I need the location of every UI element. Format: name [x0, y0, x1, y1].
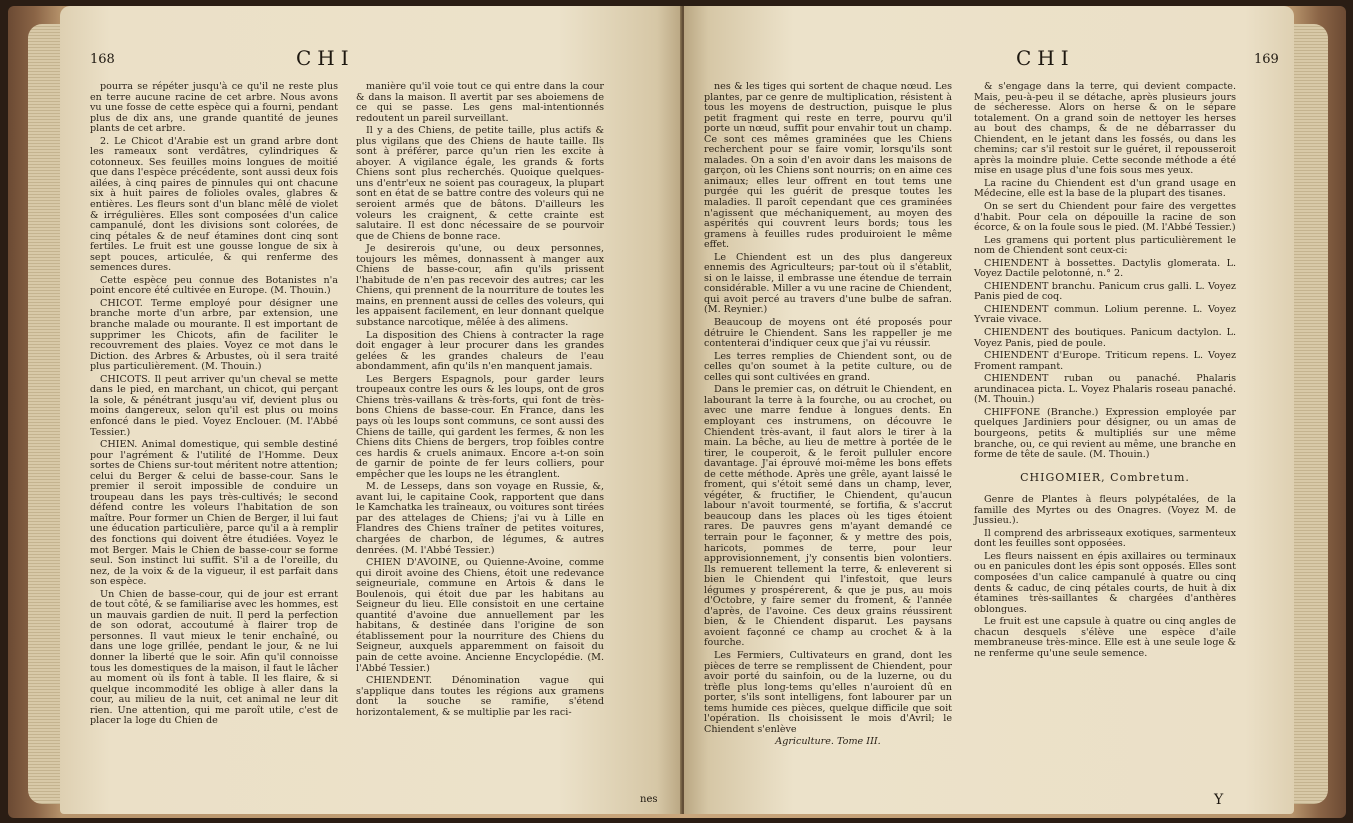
paragraph: Je desirerois qu'une, ou deux personnes, toujours les mêmes, donnassent à manger aux Chiens de basse-cour, afin qu'ils prissent l'habitude de n'en pas recevoir des autres; car les Chiens, qui prennent de la nourriture de toutes les mains, en prennent aussi de celles des voleurs, qui les appaisent facilement, en leur donnant quelque substance narcotique, mêlée à des alimens. — [356, 243, 604, 329]
paragraph: CHIENDENT ruban ou panaché. Phalaris arundinacea picta. L. Voyez Phalaris roseau panaché. (M. Thouin.) — [974, 373, 1236, 406]
paragraph: Dans le premier cas, on détruit le Chiendent, en labourant la terre à la fourche, ou au crochet, ou avec une marre fendue à longues dents. En employant ces instrumens, on découvre le Chiendent très-avant, il faut alors le tirer à la main. La bêche, au lieu de mettre à portée de le tirer, le couperoit, & le feroit pulluler encore davantage. J'ai éprouvé moi-même les bons effets de cette méthode. Après une grêle, ayant laissé le froment, qui s'étoit semé dans un champ, lever, végéter, & fructifier, le Chiendent, qu'aucun labour n'avoit tourmenté, se fortifia, & s'accrut beaucoup dans les places où les tiges étoient rares. De pauvres gens m'ayant demandé ce terrain pour le façonner, & y mettre des pois, haricots, pommes de terre, pour leur approvisionnement, j'y consentis bien volontiers. Ils remuerent tellement la terre, & enleverent si bien le Chiendent qui l'infestoit, que leurs légumes y prospérerent, & que je pus, au mois d'Octobre, y faire semer du froment, & l'année d'après, de l'avoine. Ces deux grains réussirent bien, & le Chiendent disparut. Les paysans avoient façonné ce champ au crochet & à la fourche. — [704, 384, 952, 649]
paragraph: Beaucoup de moyens ont été proposés pour détruire le Chiendent. Sans les rappeller je me contenterai d'indiquer ceux que j'ai vu réussir. — [704, 317, 952, 350]
paragraph: Un Chien de basse-cour, qui de jour est errant de tout côté, & se familiarise avec les hommes, est un mauvais gardien de nuit. Il perd la perfection de son odorat, accoutumé à flairer trop de personnes. Il vaut mieux le tenir enchaîné, ou dans une loge grillée, pendant le jour, & ne lui donner la liberté que le soir. Afin qu'il connoisse tous les domestiques de la maison, il faut le lâcher au moment où ils font à table. Il les flaire, & si quelque incommodité les oblige à aller dans la cour, au milieu de la nuit, cet animal ne leur dit rien. Une attention, qui me paroît utile, c'est de placer la loge du Chien de — [90, 588, 338, 727]
paragraph: CHIGOMIER, Combretum. — [1020, 470, 1190, 484]
catchword: nes — [640, 794, 658, 805]
right-page-edges — [1294, 24, 1328, 804]
paragraph: Les Bergers Espagnols, pour garder leurs troupeaux contre les ours & les loups, ont de gros Chiens très-vaillans & très-forts, qui font de très-bons Chiens de basse-cour. En France, dans les pays où les loups sont communs, ce sont aussi des Chiens de taille, qui gardent les fermes, & non les Chiens dits Chiens de bergers, trop foibles contre ces hardis & cruels animaux. Encore a-t-on soin de garnir de pointe de fer leurs colliers, pour empêcher que les loups ne les étranglent. — [356, 373, 604, 480]
paragraph: CHIENDENT d'Europe. Triticum repens. L. Voyez Froment rampant. — [974, 350, 1236, 372]
left-column-1 — [90, 82, 338, 729]
paragraph: CHIENDENT branchu. Panicum crus galli. L. Voyez Panis pied de coq. — [974, 280, 1236, 303]
paragraph: 2. Le Chicot d'Arabie est un grand arbre dont les rameaux sont verdâtres, cylindriques & cotonneux. Ses feuilles moins longues de moitié que dans l'espèce précédente, sont aussi deux fois ailées, à cinq paires de pinnules qui ont chacune six à huit paires de folioles ovales, glabres & entières. Les fleurs sont d'un blanc mêlé de violet & irrégulières. Elles sont composées d'un calice campanulé, dont les divisions sont colorées, de cinq pétales & de neuf étamines dont cinq sont fertiles. Le fruit est une gousse longue de six à sept pouces, articulée, & qui renferme des semences dures. — [90, 135, 338, 274]
paragraph: Cette espèce peu connue des Botanistes n'a point encore été cultivée en Europe. (M. Thouin.) — [90, 274, 338, 297]
paragraph: nes & les tiges qui sortent de chaque nœud. Les plantes, par ce genre de multiplication, résistent à tous les moyens de destruction, puisque le plus petit fragment qui reste en terre, pourvu qu'il porte un nœud, suffit pour envahir tout un champ. Ce sont ces mêmes graminées que les Chiens recherchent pour se faire vomir, lorsqu'ils sont malades. On a soin d'en avoir dans les maisons de garçon, où les Chiens sont nourris; on en aime ces animaux; elles leur offrent en tout tems une purgée qui les guérit de presque toutes les maladies. Il paroît cependant que ces graminées n'agissent que méchaniquement, au moyen des aspérités qui couvrent leurs bords; tous les gramens à feuilles rudes produiroient le même effet. — [704, 81, 952, 251]
paragraph: CHIENDENT commun. Lolium perenne. L. Voyez Yvraie vivace. — [974, 303, 1236, 326]
paragraph: manière qu'il voie tout ce qui entre dans la cour & dans la maison. Il avertit par ses aboiemens de ce qui se passe. Les gens mal-intentionnés redoutent un pareil surveillant. — [356, 81, 604, 124]
paragraph: Les Fermiers, Cultivateurs en grand, dont les pièces de terre se remplissent de Chiendent, pour avoir porté du sainfoin, ou de la luzerne, ou du trèfle plus long-tems qu'elles n'auroient dû en porter, s'ils sont intelligens, font labourer par un tems humide ces pièces, quelque difficile que soit l'opération. Ils choisissent le mois d'Avril; le Chiendent s'enlève — [704, 649, 952, 735]
paragraph: CHIENDENT. Dénomination vague qui s'applique dans toutes les régions aux gramens dont la souche se ramifie, s'étend horizontalement, & se multiplie par les raci- — [356, 675, 604, 718]
paragraph: Il comprend des arbrisseaux exotiques, sarmenteux dont les feuilles sont opposées. — [974, 527, 1236, 550]
paragraph: Genre de Plantes à fleurs polypétalées, de la famille des Myrtes ou des Onagres. (Voyez M. de Jussieu.). — [974, 494, 1236, 527]
running-head-right: CHI — [1016, 46, 1075, 70]
paragraph: La disposition des Chiens à contracter la rage doit engager à leur procurer dans les grandes gelées & les grandes chaleurs de l'eau abondamment, afin qu'ils n'en manquent jamais. — [356, 329, 604, 373]
paragraph: & s'engage dans la terre, qui devient compacte. Mais, peu-à-peu il se détache, après plusieurs jours de sécheresse. Alors on herse & on le sépare totalement. On a grand soin de nettoyer les herses au bout des champs, & de ne débarrasser du Chiendent, en le jetant dans les fossés, ou dans les chemins; car s'il restoit sur le guéret, il repousseroit après la moindre pluie. Cette seconde méthode a été mise en usage plus d'une fois sous mes yeux. — [974, 81, 1236, 177]
open-book — [8, 6, 1346, 818]
volume-footer: Agriculture. Tome III. — [775, 736, 881, 748]
right-column-1 — [704, 82, 952, 750]
running-head-left: CHI — [296, 46, 355, 70]
page-number-right: 169 — [1254, 52, 1279, 67]
paragraph: Il y a des Chiens, de petite taille, plus actifs & plus vigilans que des Chiens de haute taille. Ils sont à préférer, parce qu'un rien les excite à aboyer. A vigilance égale, les grands & forts Chiens sont plus recherchés. Quoique quelques-uns d'entr'eux ne soient pas courageux, la plupart sont en état de se battre contre des voleurs qui ne seroient armés que de bâtons. D'ailleurs les voleurs les craignent, & cette crainte est salutaire. Il est donc nécessaire de se pourvoir que de Chiens de bonne race. — [356, 125, 604, 242]
paragraph: Le Chiendent est un des plus dangereux ennemis des Agriculteurs; par-tout où il s'établit, si on le laisse, il embrasse une étendue de terrain considérable. Miller a vu une racine de Chiendent, qui avoit percé au travers d'une bulbe de safran. (M. Reynier.) — [704, 251, 952, 316]
paragraph: CHIENDENT des boutiques. Panicum dactylon. L. Voyez Panis, pied de poule. — [974, 327, 1236, 349]
paragraph: Les terres remplies de Chiendent sont, ou de celles qu'on soumet à la petite culture, ou de celles qui sont cultivées en grand. — [704, 350, 952, 383]
paragraph: CHIENDENT à bossettes. Dactylis glomerata. L. Voyez Dactile pelotonné, n.° 2. — [974, 257, 1236, 280]
right-page — [684, 6, 1294, 814]
left-column-2 — [356, 82, 604, 720]
signature-mark: Y — [1214, 792, 1224, 808]
paragraph: CHIEN. Animal domestique, qui semble destiné pour l'agrément & l'utilité de l'Homme. Deux sortes de Chiens sur-tout méritent notre attention; celui du Berger & celui de basse-cour. Sans le premier il seroit impossible de conduire un troupeau dans les pays très-cultivés; le second défend contre les voleurs l'habitation de son maître. Pour former un Chien de Berger, il lui faut une éducation particulière, parce qu'il a à remplir des fonctions qui doivent être étudiées. Voyez le mot Berger. Mais le Chien de basse-cour se forme seul. Son instinct lui suffit. S'il a de l'oreille, du nez, de la voix & de la vigueur, il est parfait dans son espèce. — [90, 439, 338, 588]
paragraph: CHICOT. Terme employé pour désigner une branche morte d'un arbre, par extension, une branche malade ou mourante. Il est important de supprimer les Chicots, afin de faciliter le recouvrement des plaies. Voyez ce mot dans le Diction. des Arbres & Arbustes, où il sera traité plus particulièrement. (M. Thouin.) — [90, 297, 338, 373]
paragraph: Le fruit est une capsule à quatre ou cinq angles de chacun desquels s'élève une espèce d'aile membraneuse très-mince. Elle est à une seule loge & ne renferme qu'une seule semence. — [974, 616, 1236, 659]
paragraph: La racine du Chiendent est d'un grand usage en Médecine, elle est la base de la plupart des tisanes. — [974, 177, 1236, 200]
page-number-left: 168 — [90, 52, 115, 67]
paragraph: pourra se répéter jusqu'à ce qu'il ne reste plus en terre aucune racine de cet arbre. Nous avons vu une fosse de cette espèce qui a fourni, pendant plus de dix ans, une grande quantité de jeunes plants de cet arbre. — [90, 81, 338, 135]
paragraph: CHIEN D'AVOINE, ou Quienne-Avoine, comme qui diroit avoine des Chiens, étoit une redevance seigneuriale, commune en Artois & dans le Boulenois, qui étoit due par les habitans au Seigneur du lieu. Elle consistoit en une certaine quantité d'avoine due annuellement par les habitans, & destinée dans l'origine de son établissement pour la nourriture des Chiens du Seigneur, auxquels apparemment on faisoit du pain de cette avoine. Ancienne Encyclopédie. (M. l'Abbé Tessier.) — [356, 557, 604, 674]
paragraph: Les gramens qui portent plus particulièrement le nom de Chiendent sont ceux-ci: — [974, 234, 1236, 257]
left-page — [60, 6, 682, 814]
paragraph: On se sert du Chiendent pour faire des vergettes d'habit. Pour cela on dépouille la racine de son écorce, & on la foule sous le pied. (M. l'Abbé Tessier.) — [974, 201, 1236, 234]
paragraph: Les fleurs naissent en épis axillaires ou terminaux ou en panicules dont les épis sont opposés. Elles sont composées d'un calice campanulé à quatre ou cinq dents & caduc, de cinq pétales courts, de huit à dix étamines très-saillantes & chargées d'anthères oblongues. — [974, 550, 1236, 615]
paragraph: CHICOTS. Il peut arriver qu'un cheval se mette dans le pied, en marchant, un chicot, qui perçant la sole, & pénétrant jusqu'au vif, devient plus ou moins dangereux, selon qu'il est plus ou moins enfoncé dans le pied. Voyez Enclouer. (M. l'Abbé Tessier.) — [90, 373, 338, 438]
paragraph: CHIFFONE (Branche.) Expression employée par quelques Jardiniers pour désigner, ou un amas de bourgeons, petits & multipliés sur une même branche, ou, ce qui revient au même, une branche en forme de tête de saule. (M. Thouin.) — [974, 406, 1236, 461]
left-page-edges — [28, 24, 62, 804]
paragraph: M. de Lesseps, dans son voyage en Russie, &, avant lui, le capitaine Cook, rapportent que dans le Kamchatka les traîneaux, ou voitures sont tirées par des attelages de Chiens; j'ai vu à Lille en Flandres des Chiens traîner de petites voitures, chargées de charbon, de légumes, & autres denrées. (M. l'Abbé Tessier.) — [356, 481, 604, 556]
right-column-2 — [974, 82, 1236, 661]
